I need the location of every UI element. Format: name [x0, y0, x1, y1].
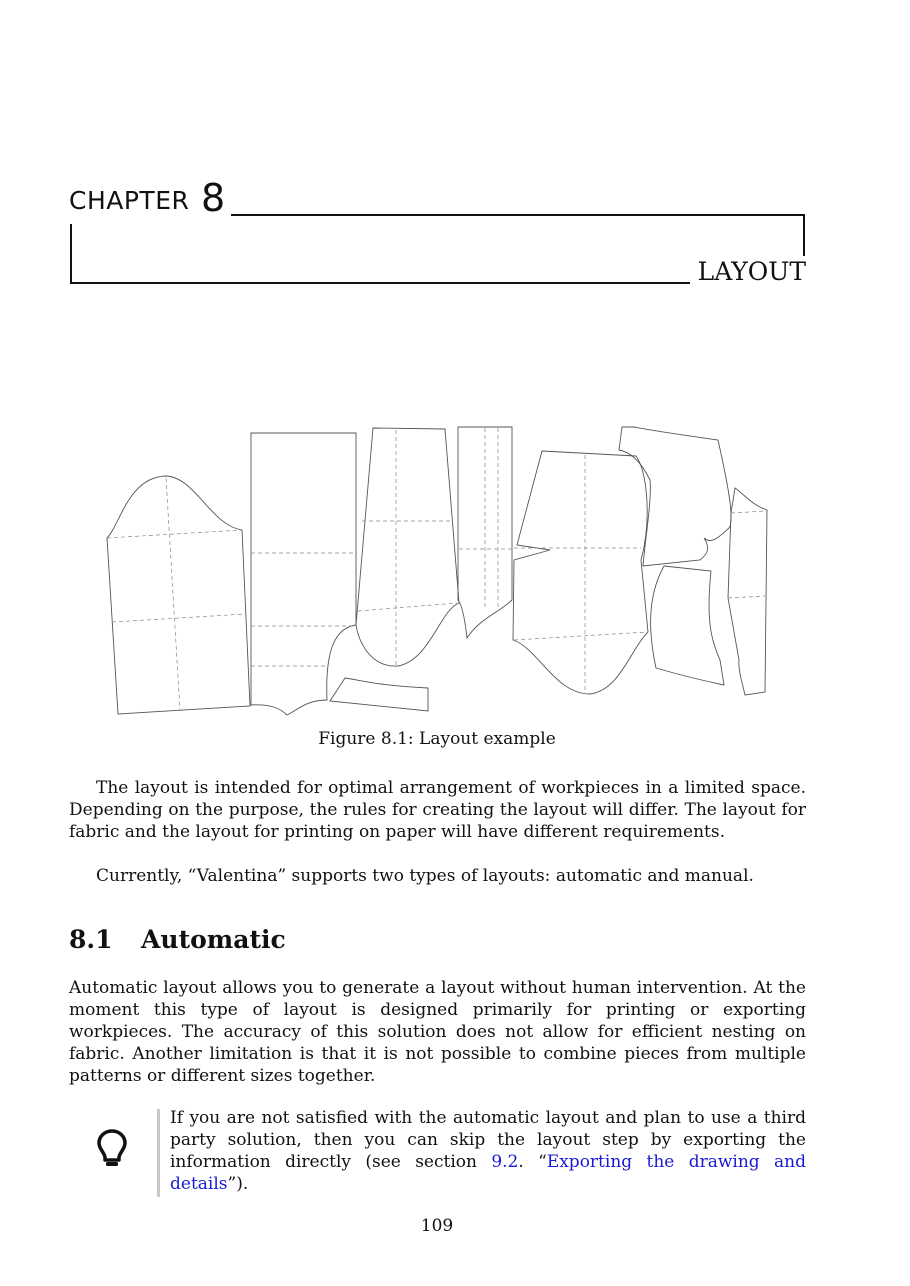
layout-figure: [100, 420, 780, 720]
tip-text-after: ”).: [227, 1174, 249, 1194]
tip-text-mid: . “: [518, 1152, 547, 1172]
tip-text: [170, 1107, 806, 1195]
pattern-piece-panel: [251, 433, 356, 715]
figure-caption: Figure 8.1: Layout example: [318, 729, 556, 749]
tip-text-before: If you are not satisfied with the automatic layout and plan to use a third party solution, then you can skip the layout step by exporting the information directly (see section: [170, 1108, 806, 1172]
section-heading: [69, 925, 286, 954]
chapter-number: 8: [201, 176, 226, 220]
section-title: Automatic: [141, 925, 286, 954]
pattern-piece-trouser: [356, 428, 459, 666]
section-body: Automatic layout allows you to generate a layout without human intervention. At the moment this type of layout is designed primarily for printing or exporting workpieces. The accuracy of this solution does not allow for efficient nesting on fabric. Another limitation is that it is not possible to combine pieces from multiple patterns or different sizes together.: [69, 978, 806, 1086]
section-ref-link[interactable]: 9.2: [491, 1152, 519, 1172]
pattern-piece-sleeve: [107, 476, 250, 714]
tip-bar: [157, 1109, 160, 1197]
chapter-label: CHAPTER: [69, 186, 190, 215]
intro-paragraph-2: Currently, “Valentina” supports two types of layouts: automatic and manual.: [96, 866, 754, 886]
pattern-piece-waistband: [330, 678, 428, 711]
section-number: 8.1: [69, 925, 113, 954]
pattern-piece-facing: [651, 566, 724, 685]
page-number: 109: [420, 1216, 454, 1236]
lightbulb-icon: [96, 1128, 128, 1170]
pattern-piece-collar: [619, 427, 731, 566]
section-title-link[interactable]: Exporting the drawing and details: [170, 1152, 806, 1194]
intro-paragraph-1: The layout is intended for optimal arrangement of workpieces in a limited space. Depending on the purpose, the rules for creating the layout will differ. The layout for fabric and the layout for printing on paper will have different requirements.: [69, 778, 806, 842]
pattern-piece-bodice: [513, 451, 648, 694]
pattern-piece-side: [728, 488, 767, 695]
chapter-title: LAYOUT: [697, 257, 806, 286]
chapter-frame: [0, 0, 910, 300]
